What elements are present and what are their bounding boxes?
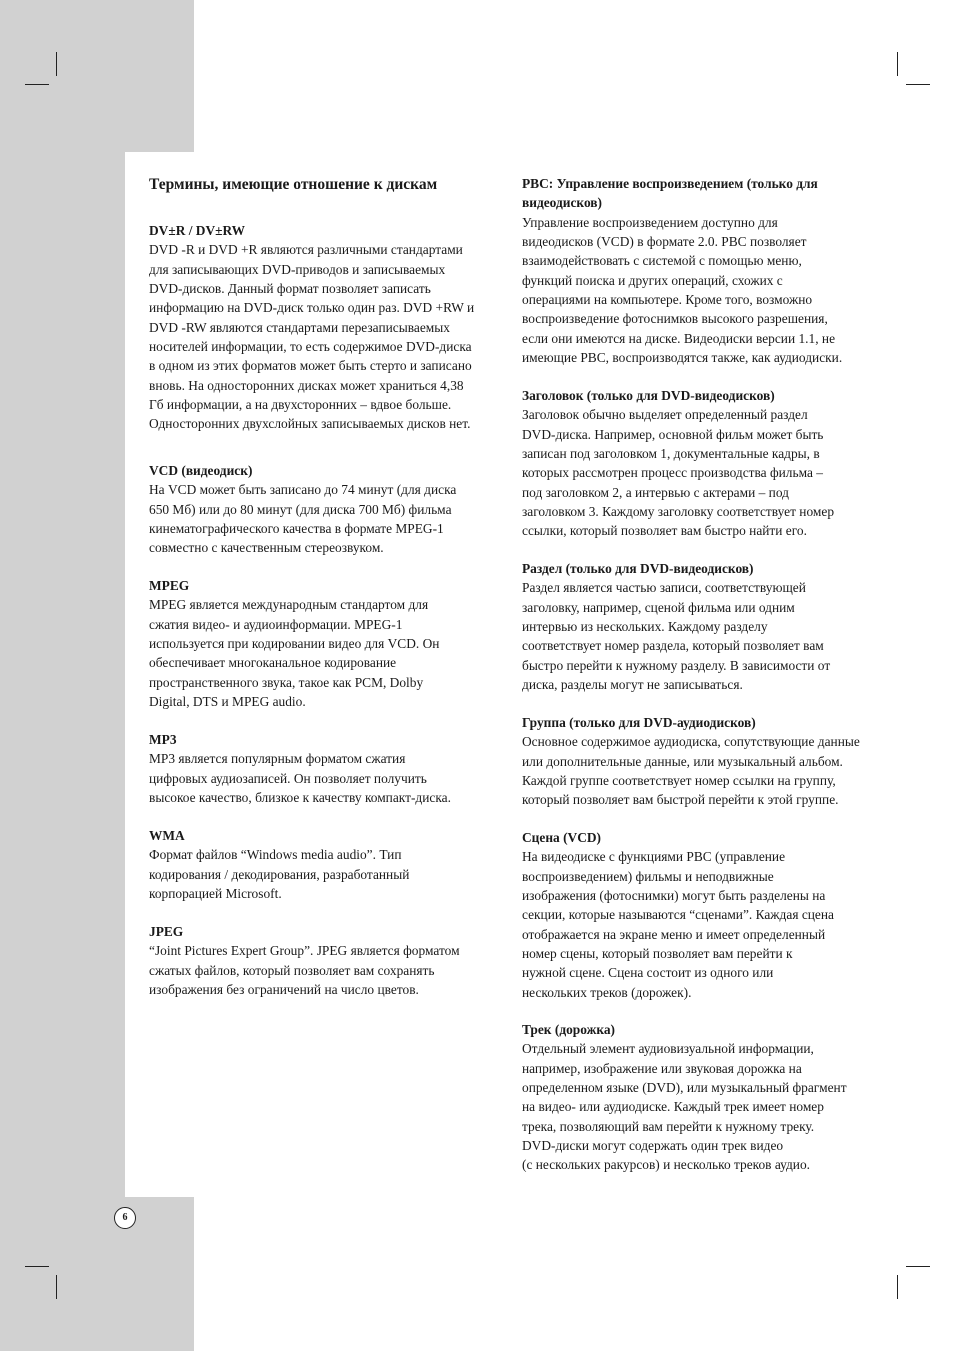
term-body: MPEG является международным стандартом для сжатия видео- и аудиоинформации. MPEG-1 используется при кодировании видео для VCD. Он обеспечивает многоканальное кодирование пространственного звука, такое как PCM, Dolby Digital, DTS и MPEG audio. (149, 597, 440, 710)
term-section-group (522, 713, 882, 810)
term-heading: MPEG (149, 578, 190, 593)
term-section-track (522, 1020, 882, 1175)
term-heading: DV±R / DV±RW (149, 223, 246, 238)
term-heading: JPEG (149, 924, 184, 939)
term-body: Раздел является частью записи, соответствующей заголовку, например, сценой фильма или одним интервью из нескольких. Каждому разделу соответствует номер раздела, который позволяет вам быстро перейти к нужному разделу. В зависимости от диска, разделы могут не записываться. (522, 580, 831, 693)
term-heading: MP3 (149, 732, 177, 747)
term-section-pbc (522, 174, 882, 367)
term-heading: Раздел (только для DVD-видеодисков) (522, 561, 754, 576)
term-heading: Трек (дорожка) (522, 1022, 615, 1037)
term-section-scene (522, 828, 882, 1002)
term-body: Заголовок обычно выделяет определенный раздел DVD-диска. Например, основной фильм может быть записан под заголовком 1, документальные кадры, в которых рассмотрен процесс производства фильма – под заголовком 2, а интервью с актерами – под заголовком 3. Каждому заголовку соответствует номер ссылки, который позволяет вам быстро найти его. (522, 407, 835, 539)
term-body: Отдельный элемент аудиовизуальной информации, например, изображение или звуковая дорожка на определенном языке (DVD), или музыкальный фрагмент на видео- или аудиодиске. Каждый трек имеет номер трека, позволяющий вам перейти к нужному треку. DVD-диски могут содержать один трек видео (с нескольких ракурсов) и несколько треков аудио. (522, 1041, 847, 1173)
term-heading: Группа (только для DVD-аудиодисков) (522, 715, 756, 730)
page-number-badge: 6 (114, 1207, 136, 1229)
term-heading: VCD (видеодиск) (149, 463, 253, 478)
term-heading: PBC: Управление воспроизведением (только для видеодисков) (522, 176, 818, 211)
crop-mark (56, 52, 57, 76)
term-section-dvd-r (149, 221, 499, 434)
term-section-wma (149, 826, 499, 903)
term-section-vcd (149, 461, 499, 558)
crop-mark (25, 1266, 49, 1267)
term-section-title (522, 386, 882, 541)
term-heading: Сцена (VCD) (522, 830, 602, 845)
term-section-mp3 (149, 730, 499, 807)
term-body: “Joint Pictures Expert Group”. JPEG является форматом сжатых файлов, который позволяет вам сохранять изображения без ограничений на число цветов. (149, 943, 460, 998)
term-body: Основное содержимое аудиодиска, сопутствующие данные или дополнительные данные, или музыкальный альбом. Каждой группе соответствует номер ссылки на группу, который позволяет вам быстрой перейти к этой группе. (522, 734, 860, 808)
term-body: На видеодиске с функциями PBC (управление воспроизведением) фильмы и неподвижные изображения (фотоснимки) могут быть разделены на секции, которые называются “сценами”. Каждая сцена отображается на экране меню и имеет определенный номер сцены, который позволяет вам перейти к нужной сцене. Сцена состоит из одного или нескольких треков (дорожек). (522, 849, 834, 1000)
term-body: На VCD может быть записано до 74 минут (для диска 650 Мб) или до 80 минут (для диска 700 Мб) фильма кинематографического качества в формате MPEG-1 совместно с качественным стереозвуком. (149, 482, 457, 556)
term-heading: Заголовок (только для DVD-видеодисков) (522, 388, 775, 403)
term-body: DVD -R и DVD +R являются различными стандартами для записывающих DVD-приводов и записываемых DVD-дисков. Данный формат позволяет записать информацию на DVD-диск только один раз. DVD +RW и DVD -RW являются стандартами перезаписываемых носителей информации, то есть содержимое DVD-диска в одном из этих форматов может быть стерто и записано вновь. На односторонних дисках может храниться 4,38 Гб информации, а на двухсторонних – вдвое больше. Односторонних двухслойных записываемых дисков нет. (149, 242, 475, 432)
crop-mark (56, 1275, 57, 1299)
page-title: Термины, имеющие отношение к дискам (149, 176, 438, 193)
crop-mark (897, 1275, 898, 1299)
term-body: MP3 является популярным форматом сжатия цифровых аудиозаписей. Он позволяет получить высокое качество, близкое к качеству компакт-диска. (149, 751, 451, 806)
term-body: Формат файлов “Windows media audio”. Тип кодирования / декодирования, разработанный корпорацией Microsoft. (149, 847, 410, 902)
term-section-mpeg (149, 576, 499, 711)
crop-mark (906, 1266, 930, 1267)
term-body: Управление воспроизведением доступно для видеодисков (VCD) в формате 2.0. PBC позволяет взаимодействовать с системой с помощью меню, функций поиска и других операций, схожих с операциями на компьютере. Кроме того, возможно воспроизведение фотоснимков высокого разрешения, если они имеются на диске. Видеодиски версии 1.1, не имеющие PBC, воспроизводятся также, как аудиодиски. (522, 214, 843, 366)
term-heading: WMA (149, 828, 185, 843)
crop-mark (906, 84, 930, 85)
crop-mark (25, 84, 49, 85)
term-section-chapter (522, 559, 882, 694)
crop-mark (897, 52, 898, 76)
term-section-jpeg (149, 922, 499, 999)
